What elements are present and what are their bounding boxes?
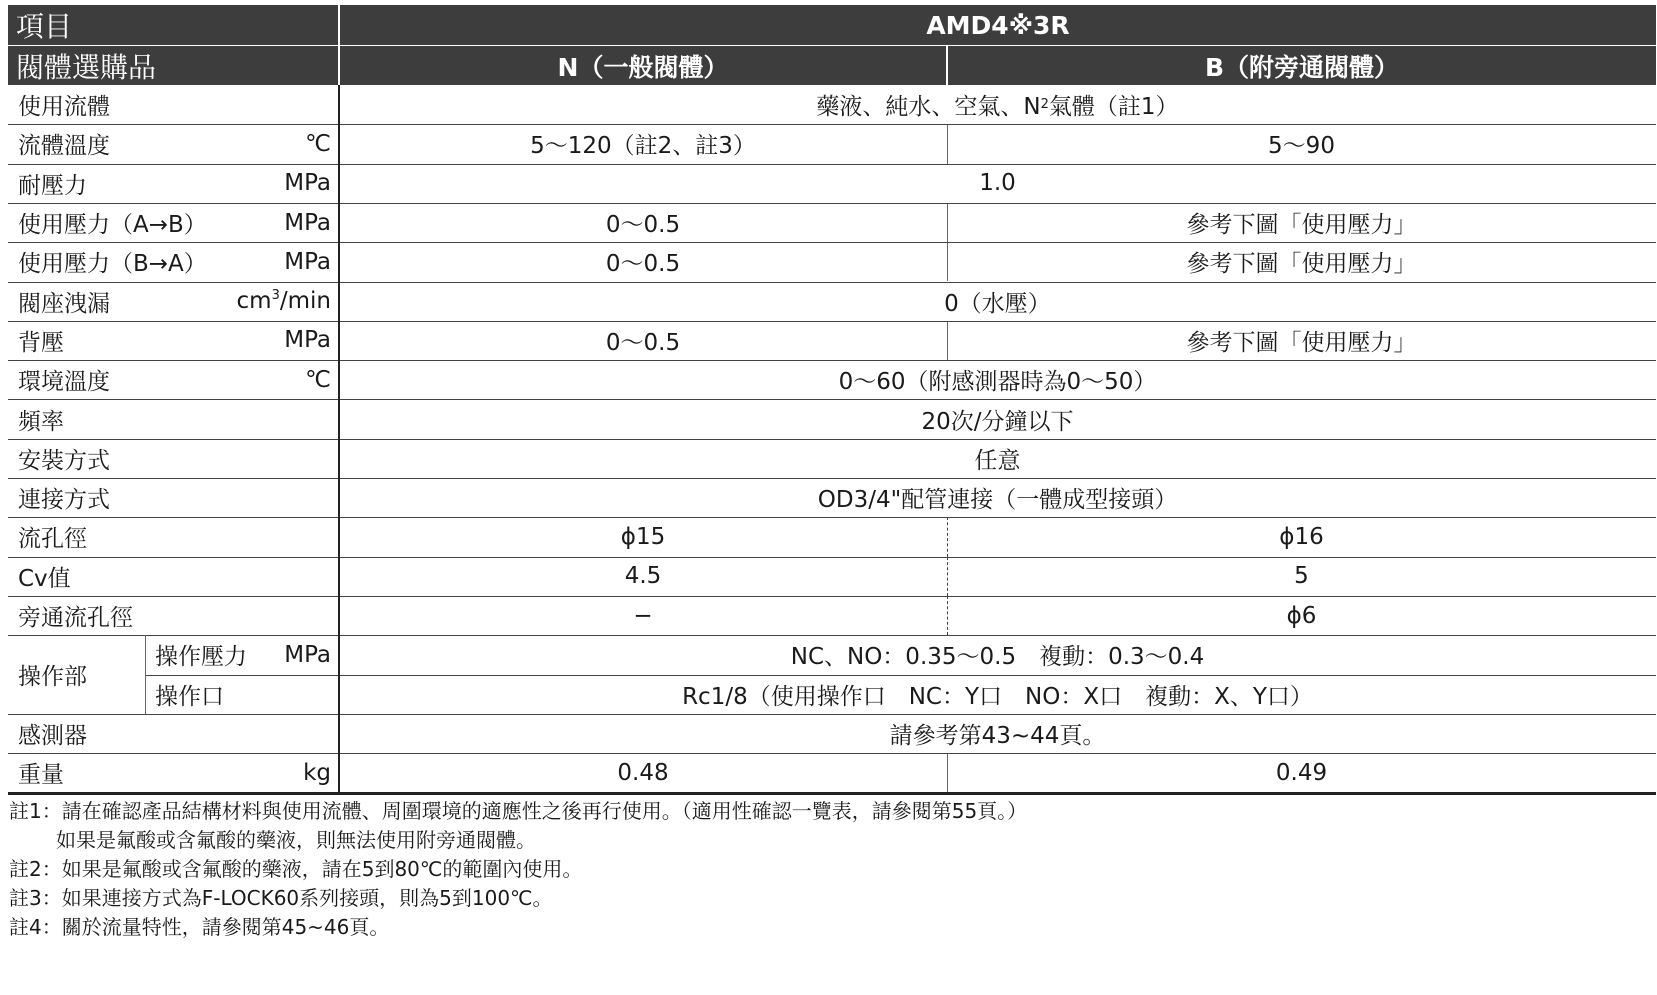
row-label: [8, 282, 339, 321]
value-n: ϕ15: [620, 523, 666, 550]
column-divider: [145, 635, 146, 714]
value-b: 參考下圖「使用壓力」: [1186, 329, 1417, 356]
column-divider: [947, 242, 948, 281]
footnote: 註4：關於流量特性，請參閱第45~46頁。: [9, 915, 390, 939]
value-n: 0.48: [617, 759, 669, 786]
value-cell: 0（水壓）: [944, 290, 1051, 317]
group-label-operation: 操作部: [18, 663, 87, 690]
value-cell: 任意: [974, 447, 1021, 474]
value-b: 5～90: [1268, 133, 1335, 160]
row-label: [8, 557, 339, 596]
header-col-n: N（一般閥體）: [340, 46, 946, 85]
row-label: [145, 635, 339, 674]
row-label: [145, 675, 339, 714]
param-unit: MPa: [284, 641, 331, 668]
row-label: [8, 596, 339, 635]
param-name: 使用壓力（B→A）: [18, 251, 207, 278]
param-name: Cv值: [18, 565, 71, 592]
header-col-b: B（附旁通閥體）: [948, 46, 1656, 85]
row-label: [8, 85, 339, 124]
header-divider: [8, 45, 1656, 46]
column-divider: [947, 596, 948, 635]
row-divider: [8, 557, 1656, 558]
footnote: 註2：如果是氟酸或含氟酸的藥液，請在5到80℃的範圍內使用。: [9, 857, 583, 881]
param-unit: MPa: [284, 209, 331, 236]
value-cell: 0～60（附感測器時為0～50）: [838, 369, 1157, 396]
param-name: 頻率: [18, 408, 64, 435]
param-name: 流孔徑: [18, 526, 87, 553]
value-n: 0～0.5: [605, 329, 681, 356]
value-n: 4.5: [624, 563, 662, 590]
row-divider: [8, 439, 1656, 440]
value-cell: 1.0: [979, 170, 1016, 197]
row-divider: [8, 596, 1656, 597]
param-unit: ℃: [305, 130, 331, 157]
param-name: 感測器: [18, 722, 87, 749]
footnote: 註1：請在確認產品結構材料與使用流體、周圍環境的適應性之後再行使用。（適用性確認一覽表，請參閱第55頁。）: [9, 799, 1028, 823]
value-b: 0.49: [1275, 759, 1328, 786]
row-label: [8, 714, 339, 753]
param-name: 旁通流孔徑: [18, 605, 133, 632]
value-cell: 藥液、純水、空氣、N 2 氣體（註1）: [816, 94, 1179, 121]
param-unit: MPa: [284, 327, 331, 354]
row-label: [8, 242, 339, 281]
param-unit: MPa: [284, 170, 331, 197]
param-name: 操作壓力: [155, 644, 247, 671]
column-divider: [338, 85, 340, 792]
param-name: 連接方式: [18, 487, 110, 514]
row-divider: [8, 203, 1656, 204]
row-label: [8, 164, 339, 203]
row-divider: [8, 517, 1656, 518]
footnote: 註3：如果連接方式為F-LOCK60系列接頭，則為5到100℃。: [9, 886, 553, 910]
param-name: 耐壓力: [18, 172, 87, 199]
column-divider: [947, 557, 948, 596]
value-n: −: [633, 602, 653, 629]
param-name: 操作口: [155, 683, 224, 710]
row-divider: [8, 124, 1656, 125]
row-label: [8, 478, 339, 517]
header-option-label: 閥體選購品: [8, 46, 338, 85]
row-divider: [8, 635, 1656, 636]
row-divider: [8, 164, 1656, 165]
row-divider: [8, 753, 1656, 754]
column-divider: [947, 517, 948, 556]
row-label: [8, 124, 339, 163]
row-label: [8, 399, 339, 438]
value-b: 參考下圖「使用壓力」: [1186, 251, 1417, 278]
row-divider: [8, 714, 1656, 715]
param-unit: kg: [303, 759, 331, 786]
param-name: 使用流體: [18, 94, 110, 121]
param-name: 環境溫度: [18, 369, 110, 396]
value-n: 0～0.5: [605, 212, 681, 239]
value-cell: Rc1/8（使用操作口 NC：Y口 NO：X口 複動：X、Y口）: [682, 683, 1313, 710]
param-unit: ℃: [305, 366, 331, 393]
column-divider: [947, 203, 948, 242]
row-divider: [8, 399, 1656, 400]
value-n: 0～0.5: [605, 251, 681, 278]
row-label: [8, 360, 339, 399]
value-b: ϕ16: [1279, 523, 1324, 550]
param-name: 背壓: [18, 329, 64, 356]
param-unit: MPa: [284, 248, 331, 275]
row-divider: [8, 282, 1656, 283]
param-name: 閥座洩漏: [18, 290, 110, 317]
value-cell: NC、NO：0.35～0.5 複動：0.3～0.4: [790, 644, 1205, 671]
column-divider: [947, 753, 948, 792]
footnote: 如果是氟酸或含氟酸的藥液，則無法使用附旁通閥體。: [56, 828, 536, 852]
value-b: ϕ6: [1286, 602, 1317, 629]
param-name: 流體溫度: [18, 133, 110, 160]
row-label: [8, 439, 339, 478]
header-item-label: 項目: [8, 5, 338, 45]
column-divider: [947, 124, 948, 163]
value-b: 參考下圖「使用壓力」: [1186, 212, 1417, 239]
param-name: 重量: [18, 762, 64, 789]
param-name: 安裝方式: [18, 447, 110, 474]
row-divider: [8, 321, 1656, 322]
param-name: 使用壓力（A→B）: [18, 212, 207, 239]
column-divider: [947, 321, 948, 360]
row-label: [8, 753, 339, 792]
value-n: 5～120（註2、註3）: [530, 133, 756, 160]
header-model: AMD4※3R: [340, 5, 1656, 45]
value-b: 5: [1294, 563, 1309, 590]
row-label: [8, 321, 339, 360]
row-divider: [145, 675, 1656, 676]
row-divider: [8, 360, 1656, 361]
row-label: [8, 517, 339, 556]
notes-section: [9, 797, 1649, 942]
row-divider: [8, 478, 1656, 479]
spec-table: [8, 5, 1656, 795]
row-divider: [8, 792, 1656, 795]
value-cell: 20次/分鐘以下: [921, 408, 1074, 435]
row-label: [8, 203, 339, 242]
row-divider: [8, 242, 1656, 243]
value-cell: OD3/4"配管連接（一體成型接頭）: [817, 487, 1178, 514]
value-cell: 請參考第43~44頁。: [889, 722, 1106, 749]
param-unit: $cm^3/\min$: [236, 288, 331, 315]
